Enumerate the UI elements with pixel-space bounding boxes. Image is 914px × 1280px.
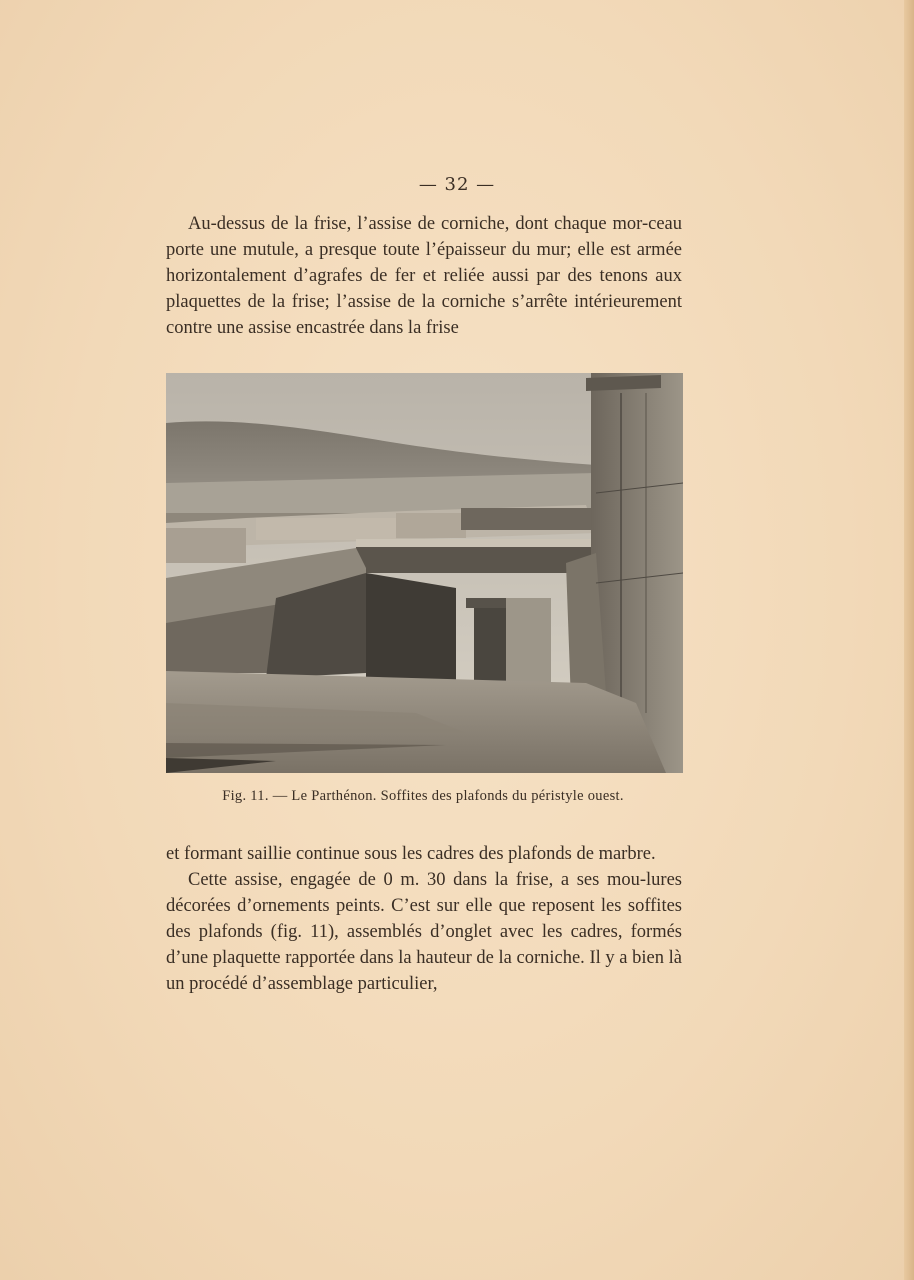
paragraph: Cette assise, engagée de 0 m. 30 dans la frise, a ses mou-lures décorées d’ornements peints. C’est sur elle que reposent les soffites des plafonds (fig. 11), assemblés d’onglet avec les cadres, formés d’une plaquette rapportée dans la hauteur de la corniche. Il y a bien là un procédé d’assemblage particulier, (166, 870, 682, 994)
text-block-bottom (166, 841, 682, 997)
text-block-top (166, 211, 682, 341)
figure-photograph (166, 373, 683, 773)
paragraph: et formant saillie continue sous les cadres des plafonds de marbre. (166, 844, 656, 864)
paragraph: Au-dessus de la frise, l’assise de corniche, dont chaque mor-ceau porte une mutule, a presque toute l’épaisseur du mur; elle est armée horizontalement d’agrafes de fer et reliée aussi par des tenons aux plaquettes de la frise; l’assise de la corniche s’arrête intérieurement contre une assise encastrée dans la frise (166, 214, 682, 338)
parthenon-photo-image (166, 373, 683, 773)
figure-caption: Fig. 11. — Le Parthénon. Soffites des plafonds du péristyle ouest. (222, 788, 624, 804)
page-number: — 32 — (418, 174, 496, 195)
